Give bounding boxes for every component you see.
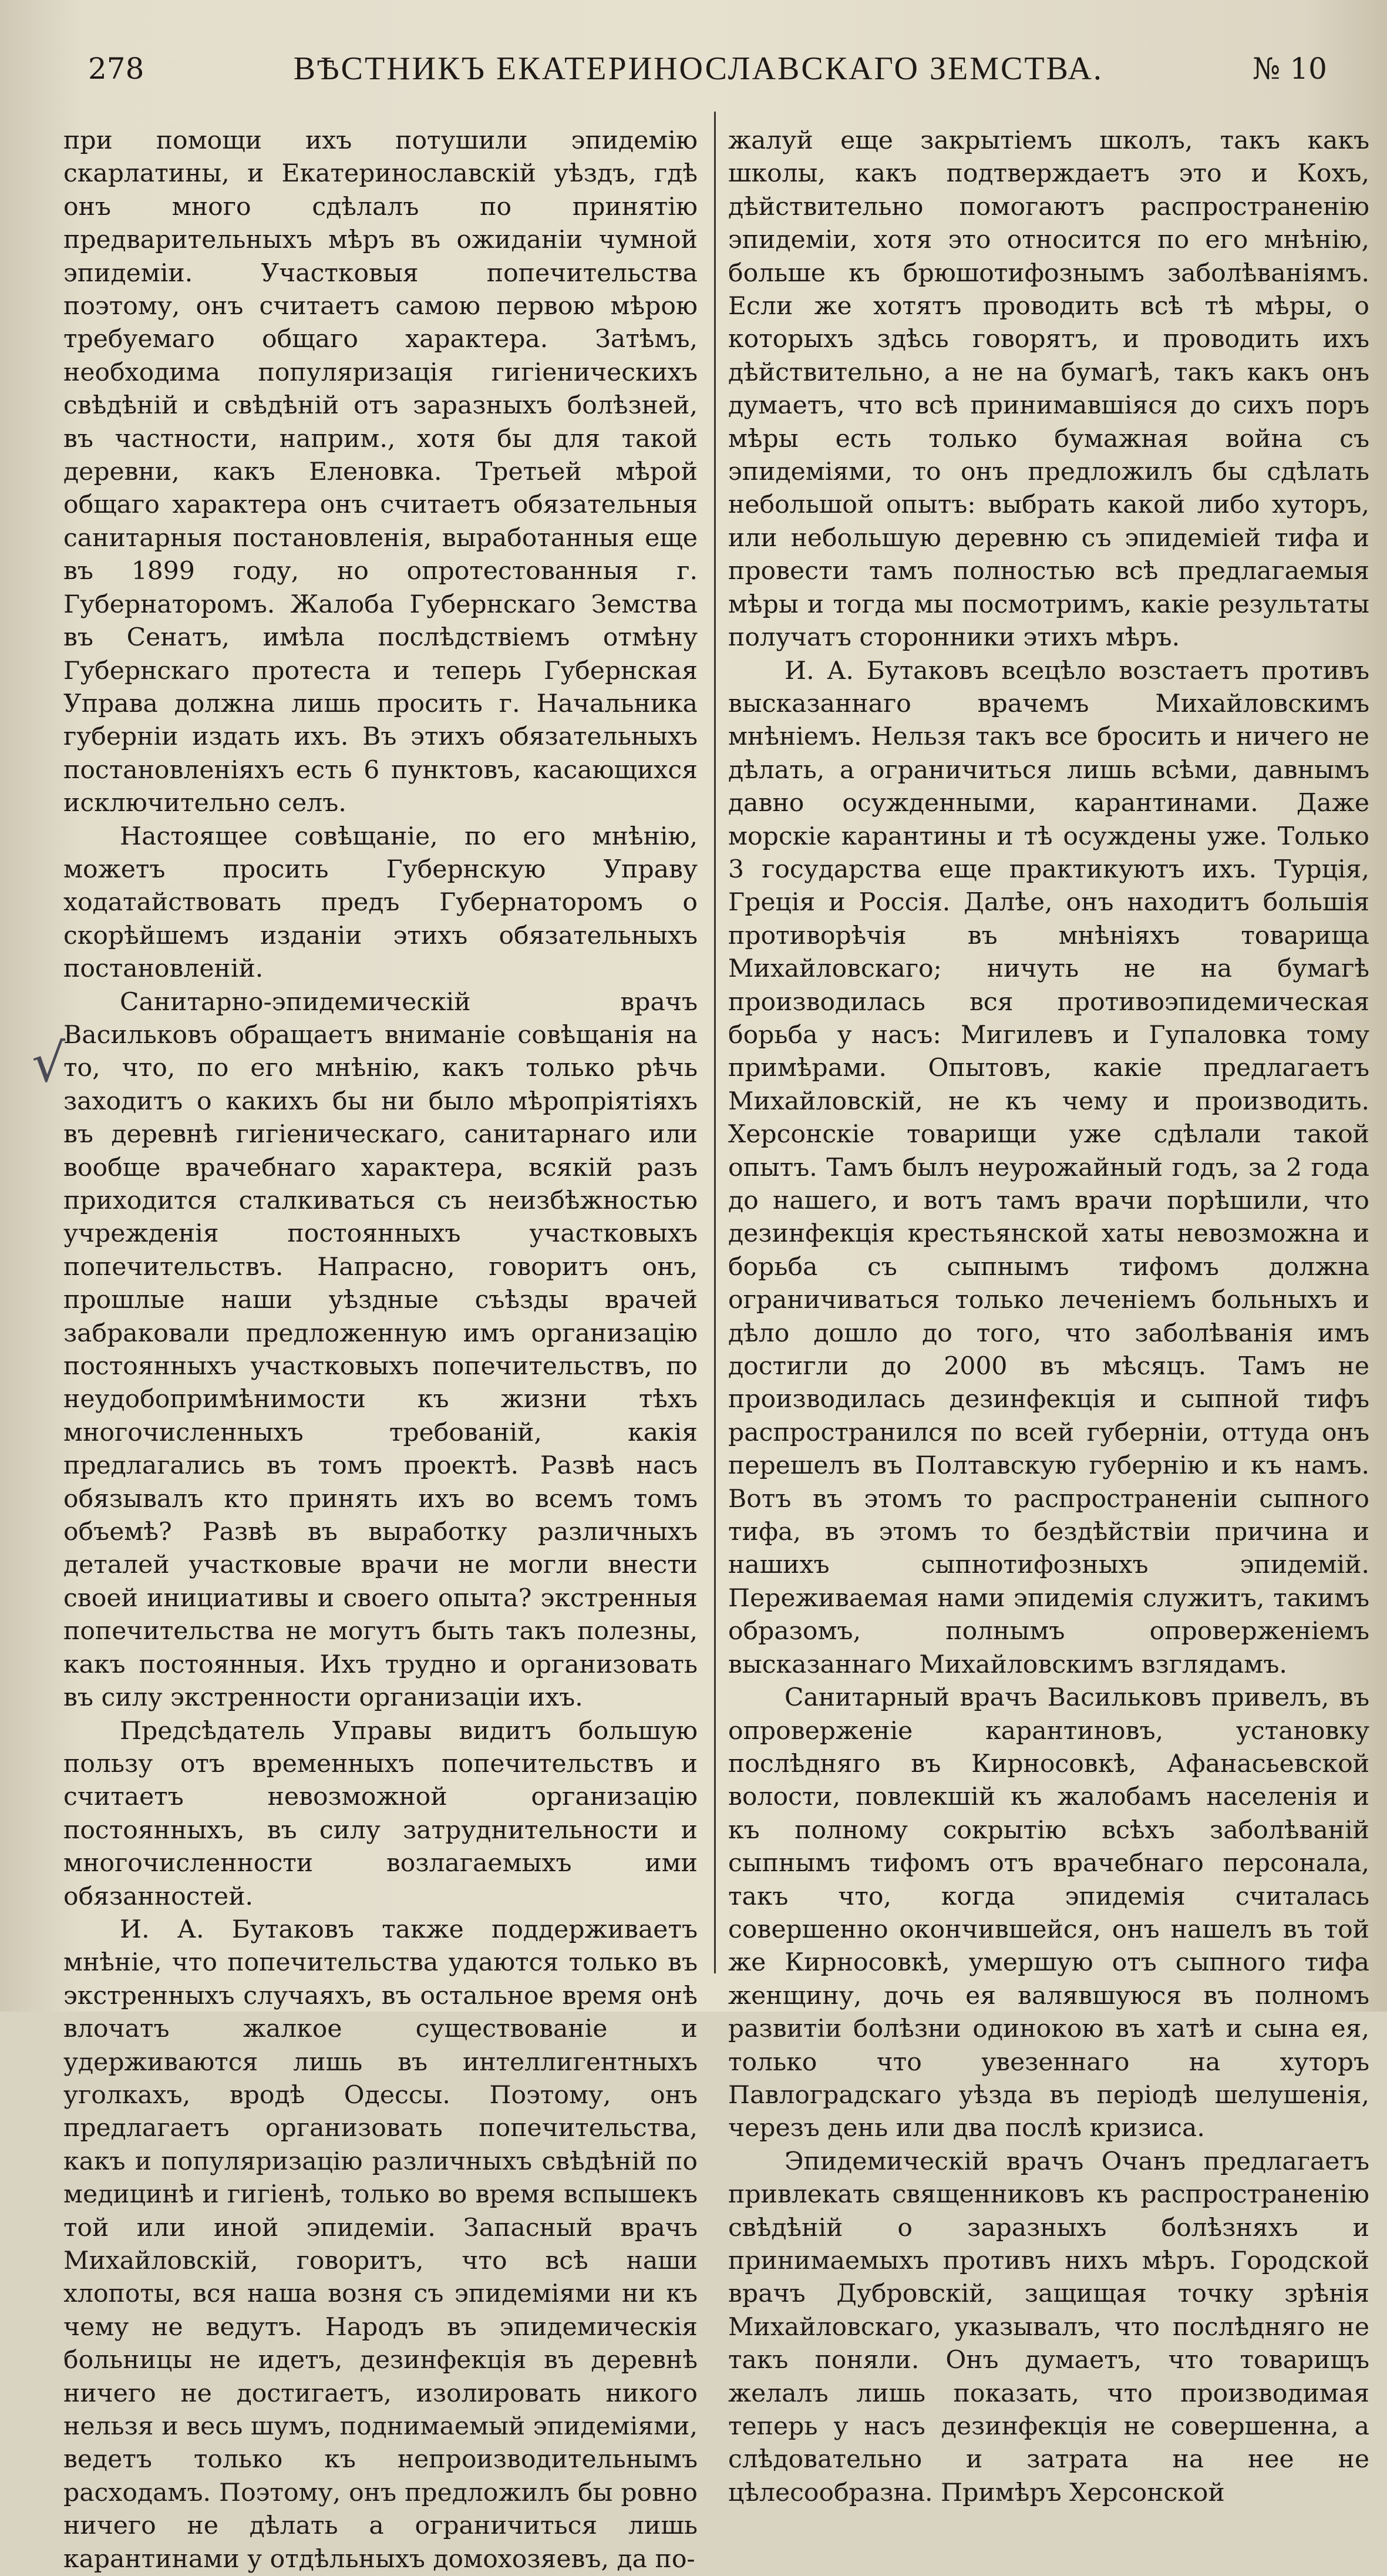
paragraph: жалуй еще закрытіемъ школъ, такъ какъ школы, какъ подтверждаетъ это и Кохъ, дѣйствительно помогаютъ распространенію эпидеміи, хотя это относится по его мнѣнію, больше къ брюшотифознымъ заболѣваніямъ. Если же хотятъ проводить всѣ тѣ мѣры, о которыхъ здѣсь говорятъ, и проводить ихъ дѣйствительно, а не на бумагѣ, такъ какъ онъ думаетъ, что всѣ принимавшіяся до сихъ поръ мѣры есть только бумажная война съ эпидеміями, то онъ предложилъ бы сдѣлать небольшой опытъ: выбрать какой либо хуторъ, или небольшую деревню съ эпидеміей тифа и провести тамъ полностью всѣ предлагаемыя мѣры и тогда мы посмотримъ, какіе результаты получатъ сторонники этихъ мѣръ.	[728, 126, 1369, 653]
paragraph: И. А. Бутаковъ также поддерживаетъ мнѣніе, что попечительства удаются только въ экстренныхъ случаяхъ, въ остальное время онѣ влочатъ жалкое существованіе и удерживаются лишь въ интеллигентныхъ уголкахъ, вродѣ Одессы. Поэтому, онъ предлагаетъ организовать попечительства, какъ и популяризацію различныхъ свѣдѣній по медицинѣ и гигіенѣ, только во время вспышекъ той или иной эпидеміи. Запасный врачъ Михайловскій, говоритъ, что всѣ наши хлопоты, вся наша возня съ эпидеміями ни къ чему не ведутъ. Народъ въ эпидемическія больницы не идетъ, дезинфекція въ деревнѣ ничего не достигаетъ, изолировать никого нельзя и весь шумъ, поднимаемый эпидеміями, ведетъ только къ непроизводительнымъ расходамъ. Поэтому, онъ предложилъ бы ровно ничего не дѣлать а ограничиться лишь карантинами у отдѣльныхъ домохозяевъ, да по-	[63, 1915, 698, 2574]
page-number: 278	[88, 52, 144, 86]
paragraph: Санитарно-эпидемическій врачъ Васильковъ обращаетъ вниманіе совѣщанія на то, что, по его мнѣнію, какъ только рѣчь заходитъ о какихъ бы ни было мѣропріятіяхъ въ деревнѣ гигіеническаго, санитарнаго или вообще врачебнаго характера, всякій разъ приходится сталкиваться съ неизбѣжностью учрежденія постоянныхъ участковыхъ попечительствъ. Напрасно, говоритъ онъ, прошлые наши уѣздные съѣзды врачей забраковали предложенную имъ организацію постоянныхъ участковыхъ попечительствъ, по неудобопримѣнимости къ жизни тѣхъ многочисленныхъ требованій, какія предлагались въ томъ проектѣ. Развѣ насъ обязывалъ кто принять ихъ во всемъ томъ объемѣ? Развѣ въ выработку различныхъ деталей участковые врачи не могли внести своей инициативы и своего опыта? экстренныя попечительства не могутъ быть такъ полезны, какъ постоянныя. Ихъ трудно и организовать въ силу экстренности организаціи ихъ.	[63, 987, 698, 1713]
issue-number: № 10	[1253, 52, 1327, 86]
journal-title: ВѢСТНИКЪ ЕКАТЕРИНОСЛАВСКАГО ЗЕМСТВА.	[293, 51, 1103, 87]
page-header	[88, 36, 1327, 101]
left-column	[63, 125, 698, 2576]
margin-check-mark: √	[32, 1033, 66, 1094]
paragraph: И. А. Бутаковъ всецѣло возстаетъ противъ высказаннаго врачемъ Михайловскимъ мнѣніемъ. Нельзя такъ все бросить и ничего не дѣлать, а ограничиться лишь всѣми, давнымъ давно осужденными, карантинами. Даже морскіе карантины и тѣ осуждены уже. Только 3 государства еще практикуютъ ихъ. Турція, Греція и Россія. Далѣе, онъ находитъ большія противорѣчія въ мнѣніяхъ товарища Михайловскаго; ничуть не на бумагѣ производилась вся противоэпидемическая борьба у насъ: Мигилевъ и Гупаловка тому примѣрами. Опытовъ, какіе предлагаетъ Михайловскій, не къ чему и производить. Херсонскіе товарищи уже сдѣлали такой опытъ. Тамъ былъ неурожайный годъ, за 2 года до нашего, и вотъ тамъ врачи порѣшили, что дезинфекція крестьянской хаты невозможна и борьба съ сыпнымъ тифомъ должна ограничиваться только леченіемъ больныхъ и дѣло дошло до того, что заболѣванія имъ достигли до 2000 въ мѣсяцъ. Тамъ не производилась дезинфекція и сыпной тифъ распространился по всей губерніи, оттуда онъ перешелъ въ Полтавскую губернію и къ намъ. Вотъ въ этомъ то распространеніи сыпного тифа, въ этомъ то бездѣйствіи причина и нашихъ сыпнотифозныхъ эпидемій. Переживаемая нами эпидемія служитъ, такимъ образомъ, полнымъ опроверженіемъ высказаннаго Михайловскимъ взглядамъ.	[728, 656, 1369, 1679]
right-column	[728, 125, 1369, 2510]
paragraph: при помощи ихъ потушили эпидемію скарлатины, и Екатеринославскій уѣздъ, гдѣ онъ много сдѣлалъ по принятію предварительныхъ мѣръ въ ожиданіи чумной эпидеміи. Участковыя попечительства поэтому, онъ считаетъ самою первою мѣрою требуемаго общаго характера. Затѣмъ, необходима популяризація гигіеническихъ свѣдѣній и свѣдѣній отъ заразныхъ болѣзней, въ частности, наприм., хотя бы для такой деревни, какъ Еленовка. Третьей мѣрой общаго характера онъ считаетъ обязательныя санитарныя постановленія, выработанныя еще въ 1899 году, но опротестованныя г. Губернаторомъ. Жалоба Губернскаго Земства въ Сенатъ, имѣла послѣдствіемъ отмѣну Губернскаго протеста и теперь Губернская Управа должна лишь просить г. Начальника губерніи издать ихъ. Въ этихъ обязательныхъ постановленіяхъ есть 6 пунктовъ, касающихся исключительно селъ.	[63, 126, 698, 818]
column-divider	[714, 112, 716, 1973]
paragraph: Эпидемическій врачъ Очанъ предлагаетъ привлекать священниковъ къ распространенію свѣдѣній о заразныхъ болѣзняхъ и принимаемыхъ противъ нихъ мѣръ. Городской врачъ Дубровскій, защищая точку зрѣнія Михайловскаго, указывалъ, что послѣдняго не такъ поняли. Онъ думаетъ, что товарищъ желалъ лишь показать, что производимая теперь у насъ дезинфекція не совершенна, а слѣдовательно и затрата на нее не цѣлесообразна. Примѣръ Херсонской	[728, 2147, 1369, 2507]
paragraph: Настоящее совѣщаніе, по его мнѣнію, можетъ просить Губернскую Управу ходатайствовать предъ Губернаторомъ о скорѣйшемъ изданіи этихъ обязательныхъ постановленій.	[63, 822, 698, 984]
paragraph: Санитарный врачъ Васильковъ привелъ, въ опроверженіе карантиновъ, установку послѣдняго въ Кирносовкѣ, Афанасьевской волости, повлекшій къ жалобамъ населенія и къ полному сокрытію всѣхъ заболѣваній сыпнымъ тифомъ отъ врачебнаго персонала, такъ что, когда эпидемія считалась совершенно окончившейся, онъ нашелъ въ той же Кирносовкѣ, умершую отъ сыпного тифа женщину, дочь ея валявшуюся въ полномъ развитіи болѣзни одинокою въ хатѣ и сына ея, только что увезеннаго на хуторъ Павлоградскаго уѣзда въ періодѣ шелушенія, черезъ день или два послѣ кризиса.	[728, 1683, 1369, 2143]
paragraph: Предсѣдатель Управы видитъ большую пользу отъ временныхъ попечительствъ и считаетъ невозможной организацію постоянныхъ, въ силу затруднительности и многочисленности возлагаемыхъ ими обязанностей.	[63, 1716, 698, 1911]
